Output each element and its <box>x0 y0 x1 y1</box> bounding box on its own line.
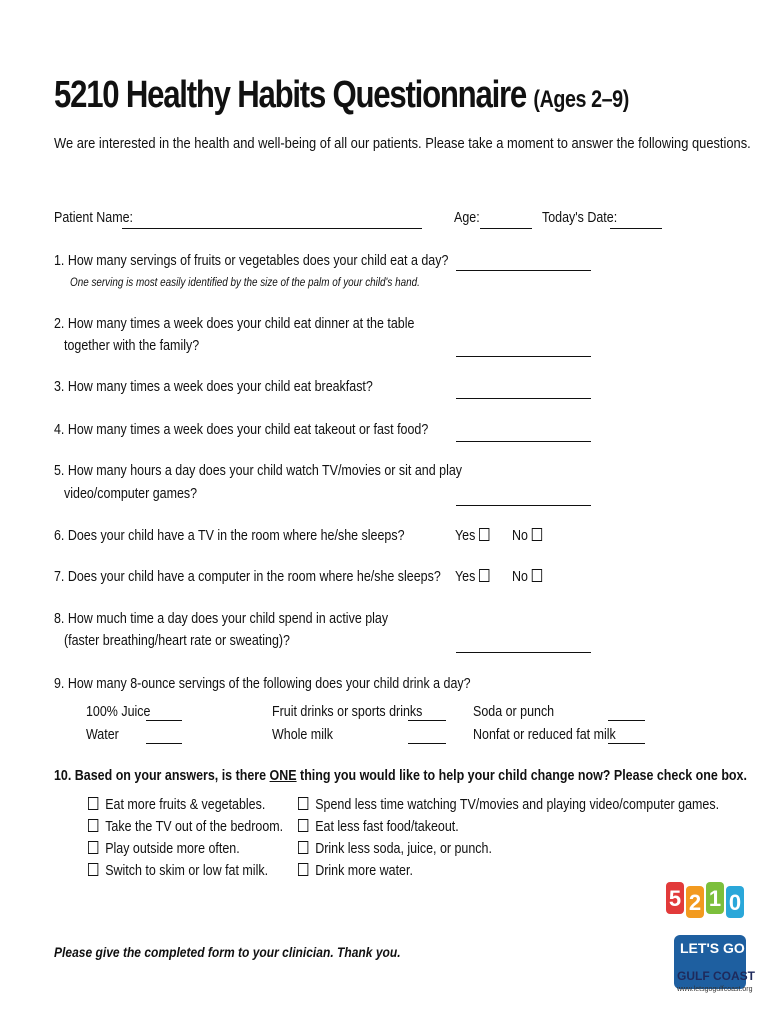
question-1: 1. How many servings of fruits or vegetables does your child eat a day? <box>54 253 449 269</box>
footer-note: Please give the completed form to your clinician. Thank you. <box>54 944 401 960</box>
q10-option-left-1-label: Eat more fruits & vegetables. <box>105 797 266 813</box>
q6-no-option[interactable] <box>512 528 542 544</box>
answer-5-field[interactable] <box>456 505 591 506</box>
q10-option-right-3[interactable] <box>298 841 492 857</box>
q6-yes-label: Yes <box>455 528 476 544</box>
logo-digit-1: 1 <box>708 886 722 911</box>
drink-fruit-field[interactable] <box>408 720 446 721</box>
q7-yes-checkbox[interactable] <box>479 569 489 582</box>
q6-no-checkbox[interactable] <box>531 528 541 541</box>
q10-suffix: thing you would like to help your child change now? Please check one box. <box>296 768 747 784</box>
badge-url: www.letsgogulfcoast.org <box>677 986 753 993</box>
q7-no-checkbox[interactable] <box>531 569 541 582</box>
q10-option-left-4[interactable] <box>88 863 268 879</box>
drink-whole-milk-label: Whole milk <box>272 727 333 743</box>
q10-option-left-3-label: Play outside more often. <box>105 841 240 857</box>
question-2-line1: 2. How many times a week does your child eat dinner at the table <box>54 316 415 332</box>
q10-option-right-4[interactable] <box>298 863 413 879</box>
q10-option-right-3-label: Drink less soda, juice, or punch. <box>315 841 492 857</box>
drink-soda-label: Soda or punch <box>473 704 555 720</box>
q6-no-label: No <box>512 528 528 544</box>
answer-2-field[interactable] <box>456 356 591 357</box>
badge-text: LET'S GO! <box>680 940 750 956</box>
drink-fruit-label: Fruit drinks or sports drinks <box>272 704 423 720</box>
drink-water-field[interactable] <box>146 743 182 744</box>
q10-option-right-2-checkbox[interactable] <box>298 819 308 832</box>
q7-no-option[interactable] <box>512 569 542 585</box>
q7-yes-option[interactable] <box>455 569 489 585</box>
q10-option-right-4-label: Drink more water. <box>315 863 413 879</box>
q10-option-left-1-checkbox[interactable] <box>88 797 98 810</box>
logo-digit-2: 2 <box>688 890 702 915</box>
q7-yes-label: Yes <box>455 569 476 585</box>
answer-4-field[interactable] <box>456 441 591 442</box>
drink-juice-label: 100% Juice <box>86 704 151 720</box>
age-field[interactable] <box>480 228 532 229</box>
q10-option-left-4-label: Switch to skim or low fat milk. <box>105 863 269 879</box>
page-title <box>54 74 629 117</box>
q10-option-left-3[interactable] <box>88 841 240 857</box>
question-7: 7. Does your child have a computer in the room where he/she sleeps? <box>54 569 441 585</box>
drink-water-label: Water <box>86 727 119 743</box>
date-label: Today's Date: <box>542 210 618 226</box>
q10-prefix: 10. Based on your answers, is there <box>54 768 270 784</box>
drink-soda-field[interactable] <box>608 720 645 721</box>
q10-option-left-2-checkbox[interactable] <box>88 819 98 832</box>
question-1-note: One serving is most easily identified by the size of the palm of your child's hand. <box>70 277 420 289</box>
q6-yes-option[interactable] <box>455 528 489 544</box>
q10-option-right-2-label: Eat less fast food/takeout. <box>315 819 459 835</box>
q10-option-left-3-checkbox[interactable] <box>88 841 98 854</box>
question-4: 4. How many times a week does your child eat takeout or fast food? <box>54 422 429 438</box>
title-ages: (Ages 2–9) <box>533 86 629 113</box>
patient-name-field[interactable] <box>122 228 422 229</box>
age-label: Age: <box>454 210 480 226</box>
answer-3-field[interactable] <box>456 398 591 399</box>
answer-1-field[interactable] <box>456 270 591 271</box>
drink-juice-field[interactable] <box>146 720 182 721</box>
question-5-line2: video/computer games? <box>64 486 198 502</box>
question-3: 3. How many times a week does your child eat breakfast? <box>54 379 373 395</box>
drink-whole-milk-field[interactable] <box>408 743 446 744</box>
question-10 <box>54 768 747 784</box>
q7-no-label: No <box>512 569 528 585</box>
q6-yes-checkbox[interactable] <box>479 528 489 541</box>
question-5-line1: 5. How many hours a day does your child watch TV/movies or sit and play <box>54 463 463 479</box>
drink-nonfat-milk-label: Nonfat or reduced fat milk <box>473 727 616 743</box>
answer-8-field[interactable] <box>456 652 591 653</box>
question-8-line1: 8. How much time a day does your child spend in active play <box>54 611 389 627</box>
q10-option-right-1[interactable] <box>298 797 719 813</box>
date-field[interactable] <box>610 228 662 229</box>
title-text: 5210 Healthy Habits Questionnaire <box>54 74 526 116</box>
q10-option-left-1[interactable] <box>88 797 265 813</box>
drink-nonfat-milk-field[interactable] <box>608 743 645 744</box>
logo-digit-0: 0 <box>728 890 742 915</box>
q10-option-right-2[interactable] <box>298 819 459 835</box>
badge-region: GULF COAST <box>677 969 755 983</box>
question-9: 9. How many 8-ounce servings of the following does your child drink a day? <box>54 676 471 692</box>
question-6: 6. Does your child have a TV in the room where he/she sleeps? <box>54 528 405 544</box>
intro-text: We are interested in the health and well-being of all our patients. Please take a moment to answer the following questions. <box>54 135 751 152</box>
logo-digit-5: 5 <box>668 886 682 911</box>
q10-option-right-1-label: Spend less time watching TV/movies and playing video/computer games. <box>315 797 720 813</box>
q10-option-right-3-checkbox[interactable] <box>298 841 308 854</box>
question-8-line2: (faster breathing/heart rate or sweating)? <box>64 633 290 649</box>
q10-option-right-1-checkbox[interactable] <box>298 797 308 810</box>
q10-option-left-4-checkbox[interactable] <box>88 863 98 876</box>
q10-emphasis: ONE <box>269 768 297 784</box>
q10-option-right-4-checkbox[interactable] <box>298 863 308 876</box>
5210-logo <box>664 872 748 920</box>
patient-name-label: Patient Name: <box>54 210 134 226</box>
q10-option-left-2[interactable] <box>88 819 283 835</box>
question-2-line2: together with the family? <box>64 338 200 354</box>
q10-option-left-2-label: Take the TV out of the bedroom. <box>105 819 284 835</box>
